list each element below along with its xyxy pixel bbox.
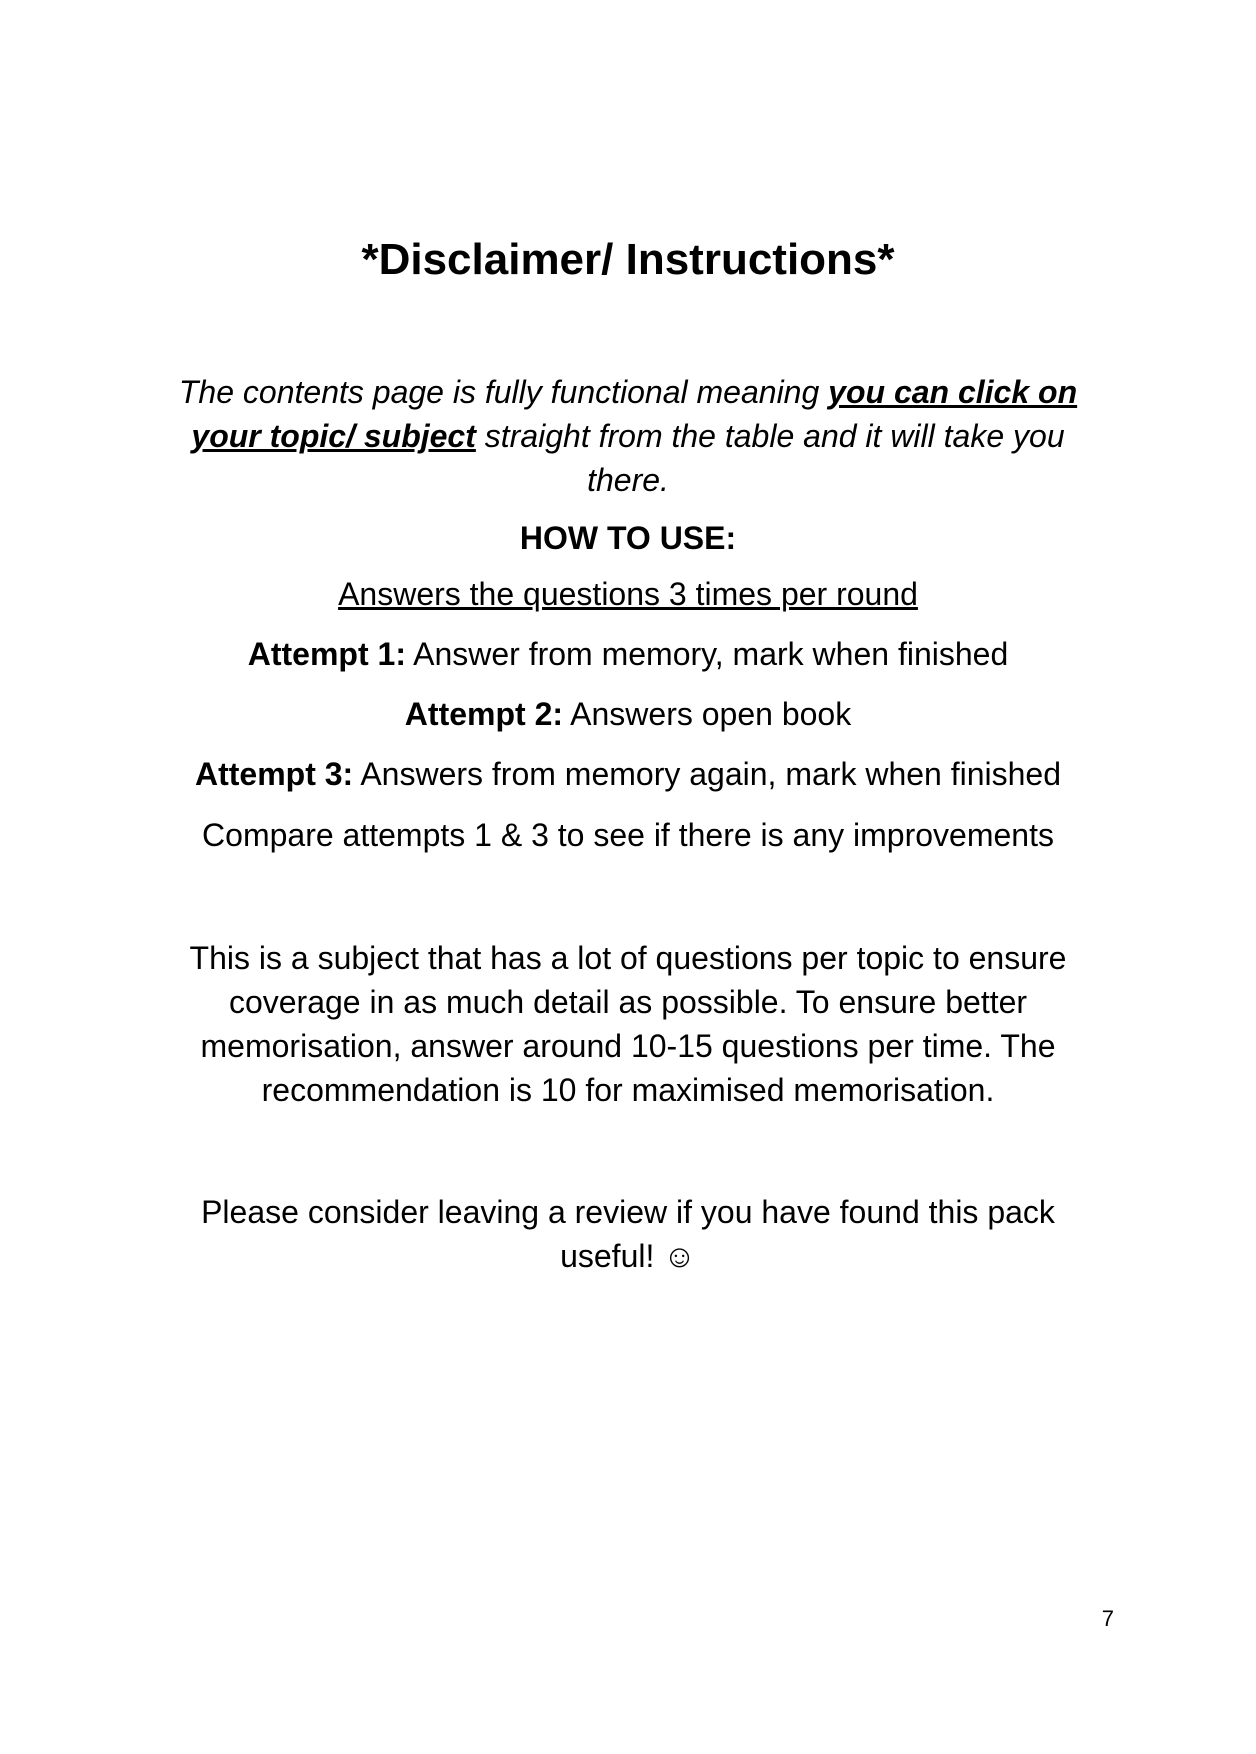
intro-emphasis: you can click on your topic/ subject <box>191 374 1078 454</box>
attempt-2 <box>0 694 1256 734</box>
attempt-1-text: Answer from memory, mark when finished <box>405 636 1009 672</box>
how-to-use-subheading: Answers the questions 3 times per round <box>338 576 918 612</box>
page-number: 7 <box>1101 1606 1114 1631</box>
attempt-1-label: Attempt 1: <box>247 636 406 672</box>
attempt-3-label: Attempt 3: <box>194 756 354 792</box>
compare-attempts-text: Compare attempts 1 & 3 to see if there is any improvements <box>202 817 1054 853</box>
smiley-icon: ☺ <box>663 1238 696 1274</box>
page-title: *Disclaimer/ Instructions* <box>361 235 895 284</box>
intro-text-before: The contents page is fully functional meaning <box>178 374 829 410</box>
attempt-2-text: Answers open book <box>563 696 852 732</box>
coverage-paragraph: This is a subject that has a lot of questions per topic to ensure coverage in as much detail as possible. To ensure better memorisation, answer around 10-15 questions per time. The recommendation is 10 for maximised memorisation. <box>189 940 1067 1108</box>
review-request <box>160 1190 1096 1278</box>
attempt-2-label: Attempt 2: <box>404 696 564 732</box>
attempt-1 <box>0 634 1256 674</box>
how-to-use-heading: HOW TO USE: <box>519 520 737 556</box>
intro-paragraph <box>160 370 1096 502</box>
attempt-3 <box>0 754 1256 794</box>
attempt-3-text: Answers from memory again, mark when finished <box>353 756 1062 792</box>
review-request-text: Please consider leaving a review if you have found this pack useful! <box>201 1194 1055 1274</box>
intro-text-after: straight from the table and it will take you there. <box>475 418 1065 498</box>
